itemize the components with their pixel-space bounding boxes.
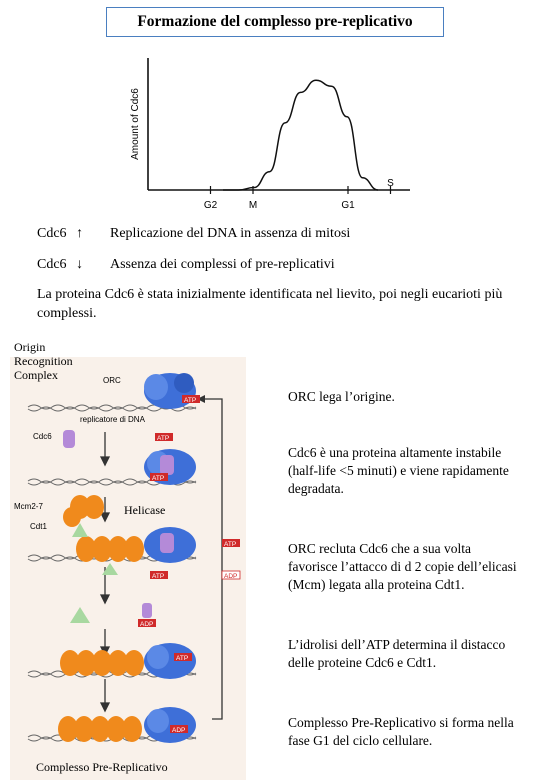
orc-complex-3 — [144, 527, 196, 563]
phase-label: S — [387, 178, 394, 189]
cdc6-down-row — [37, 257, 83, 273]
adp-label: ADP — [172, 727, 186, 734]
step-5-text: Complesso Pre-Replicativo si forma nella fase G1 del ciclo cellulare. — [288, 715, 514, 748]
atp-label: ATP — [184, 397, 197, 404]
cdc6-up-row — [37, 226, 83, 242]
mcm-helicases — [58, 495, 144, 742]
step-3-text: ORC recluta Cdc6 che a sua volta favorisce l’attacco di d 2 copie dell’elicasi (Mcm) legata alla proteina Cdt1. — [288, 541, 517, 592]
intro-paragraph: La proteina Cdc6 è stata inizialmente identificata nel lievito, poi negli eucarioti più complessi. — [37, 287, 503, 321]
row-text: Assenza dei complessi of pre-replicativi — [110, 257, 335, 272]
cdc6-curve — [223, 80, 378, 190]
atp-tags — [138, 395, 240, 734]
atp-label: ATP — [176, 655, 189, 662]
y-axis-label: Amount of Cdc6 — [130, 88, 141, 160]
cdt1-label: Cdt1 — [30, 522, 47, 531]
phase-label: G1 — [341, 200, 355, 211]
row-text: Replicazione del DNA in assenza di mitosi — [110, 226, 351, 241]
adp-label: ADP — [224, 573, 238, 580]
phase-label: M — [248, 200, 258, 211]
cdt1-protein — [70, 523, 118, 623]
helicase-label: Helicase — [124, 503, 166, 517]
arrow-up-icon: ↑ — [76, 226, 84, 241]
atp-label: ATP — [152, 573, 165, 580]
feedback-arrow — [205, 399, 222, 719]
cdc6-amount-chart — [118, 48, 410, 218]
atp-label: ATP — [152, 475, 165, 482]
step-4-text: L’idrolisi dell’ATP determina il distacco delle proteine Cdc6 e Cdt1. — [288, 637, 506, 670]
replicator-label: replicatore di DNA — [80, 415, 145, 424]
step-1-text: ORC lega l’origine. — [288, 389, 395, 404]
phase-label: G2 — [203, 200, 218, 211]
page-title: Formazione del complesso pre-replicativo — [106, 7, 444, 37]
cdc6-label: Cdc6 — [33, 432, 52, 441]
row-protein: Cdc6 — [37, 226, 67, 241]
prerc-label: Complesso Pre-Replicativo — [36, 760, 168, 774]
atp-label: ATP — [224, 541, 237, 548]
step-2-text: Cdc6 è una proteina altamente instabile (half-life <5 minuti) e viene rapidamente degradata. — [288, 445, 509, 496]
arrow-down-icon: ↓ — [76, 257, 84, 272]
orc-label: ORC — [103, 376, 121, 385]
row-protein: Cdc6 — [37, 257, 67, 272]
mcm-label: Mcm2-7 — [14, 502, 43, 511]
atp-label: ATP — [157, 435, 170, 442]
orc-complex-label: Origin Recognition Complex — [14, 340, 73, 382]
adp-label: ADP — [140, 621, 154, 628]
